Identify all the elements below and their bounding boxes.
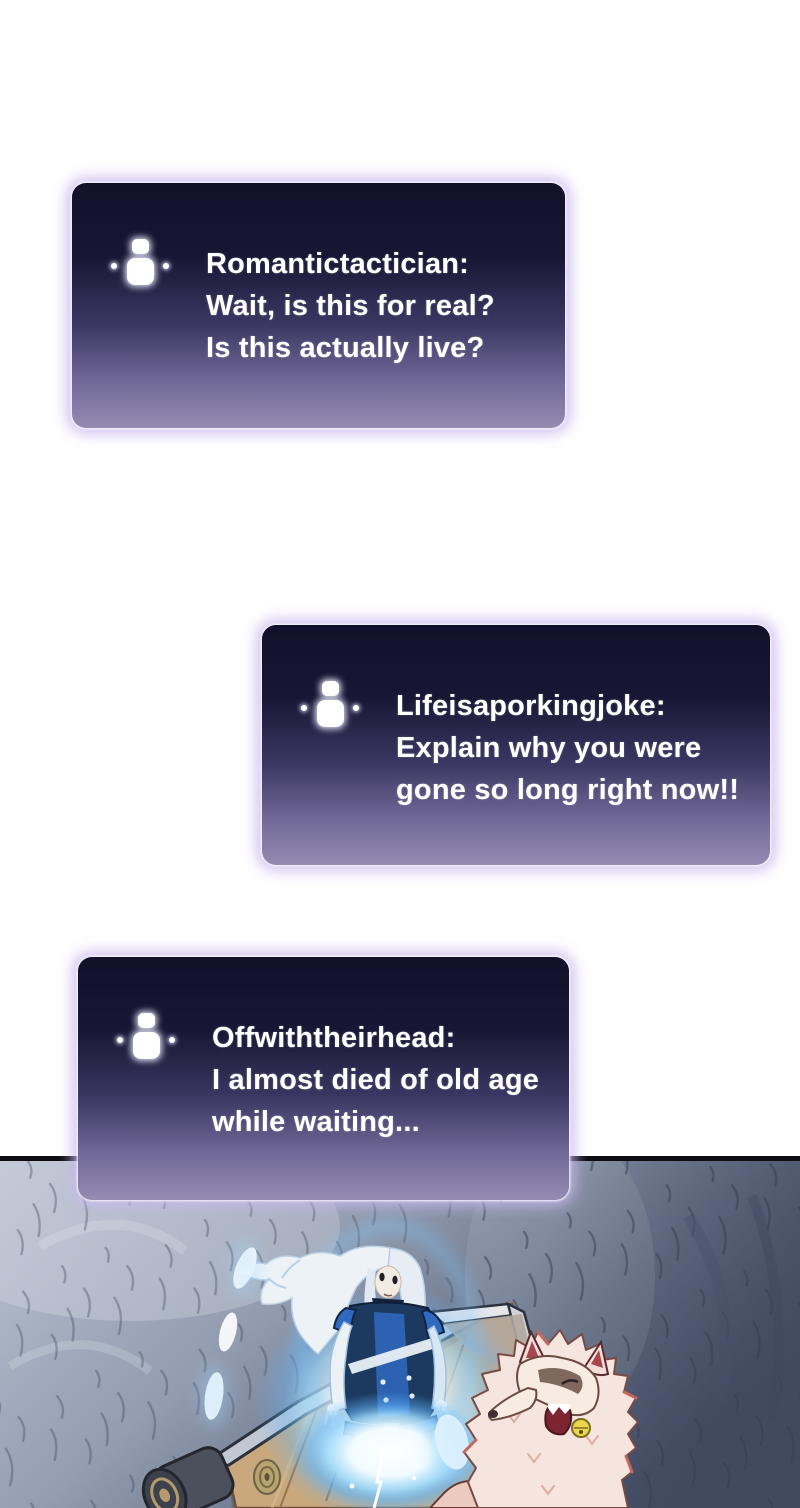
chat-line: Explain why you were bbox=[396, 732, 702, 764]
user-icon bbox=[116, 1011, 176, 1071]
chat-line: Wait, is this for real? bbox=[206, 290, 495, 322]
chat-message-bubble-3 bbox=[78, 957, 569, 1200]
user-icon bbox=[300, 679, 360, 739]
creature-bell bbox=[572, 1419, 590, 1437]
user-icon-body bbox=[317, 700, 344, 727]
user-icon-dot-right bbox=[163, 263, 169, 269]
chat-username: Offwiththeirhead: bbox=[212, 1022, 456, 1054]
comic-panel-art bbox=[0, 1156, 800, 1508]
chat-line: Is this actually live? bbox=[206, 332, 485, 364]
chat-username: Lifeisaporkingjoke: bbox=[396, 690, 666, 722]
user-icon-dot-left bbox=[117, 1037, 123, 1043]
user-icon-dot-right bbox=[353, 705, 359, 711]
chat-line: while waiting... bbox=[212, 1106, 420, 1138]
user-icon-dot-right bbox=[169, 1037, 175, 1043]
chat-message-text bbox=[396, 685, 756, 811]
chat-line: I almost died of old age bbox=[212, 1064, 540, 1096]
chat-message-bubble-2 bbox=[262, 625, 770, 865]
chat-message-text bbox=[206, 243, 551, 369]
user-icon-dot-left bbox=[301, 705, 307, 711]
chat-username: Romantictactician: bbox=[206, 248, 470, 280]
user-icon-head bbox=[138, 1013, 155, 1028]
chat-message-bubble-1 bbox=[72, 183, 565, 428]
user-icon-head bbox=[322, 681, 339, 696]
chat-line: gone so long right now!! bbox=[396, 774, 740, 806]
chat-message-text bbox=[212, 1017, 555, 1143]
user-icon-body bbox=[133, 1032, 160, 1059]
user-icon-head bbox=[132, 239, 149, 254]
user-icon-dot-left bbox=[111, 263, 117, 269]
user-icon-body bbox=[127, 258, 154, 285]
user-icon bbox=[110, 237, 170, 297]
comic-panel bbox=[0, 1156, 800, 1508]
